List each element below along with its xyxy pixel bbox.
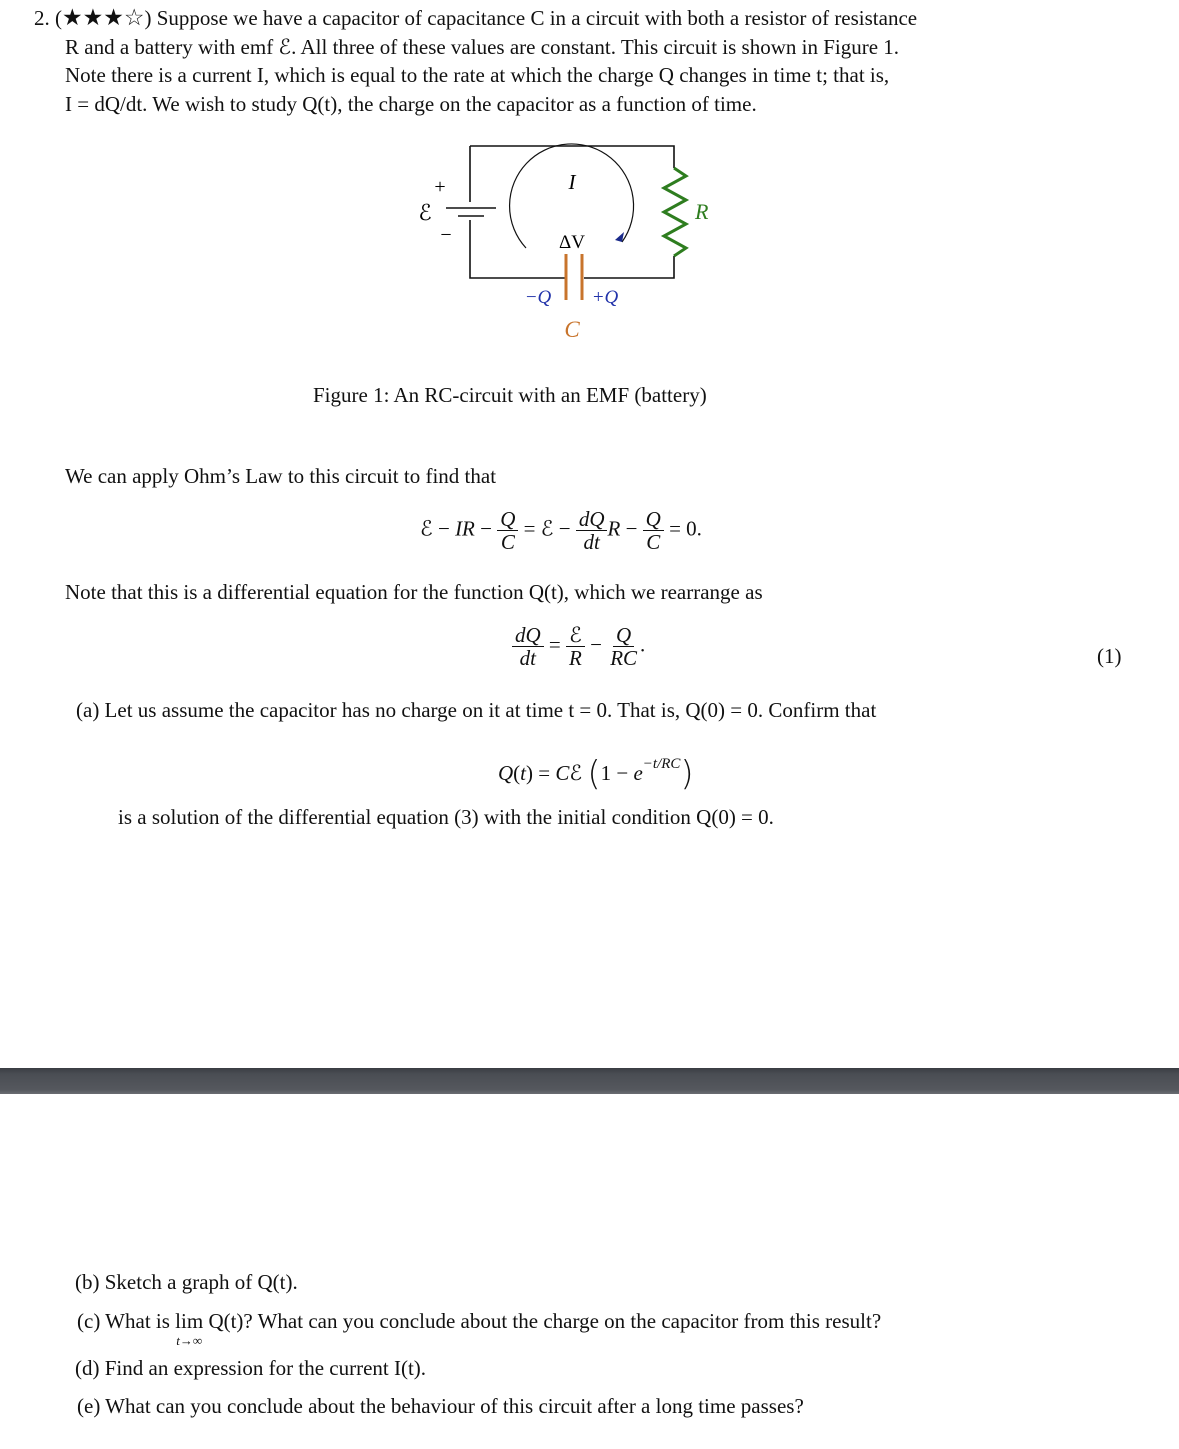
difficulty-stars: ★★★☆ bbox=[62, 5, 145, 31]
part-c bbox=[77, 1307, 881, 1347]
part-c-label: (c) What is bbox=[77, 1309, 170, 1333]
emf-label: ℰ bbox=[418, 200, 432, 225]
part-b: (b) Sketch a graph of Q(t). bbox=[75, 1270, 298, 1294]
intro-line-3: Note there is a current I, which is equal to the rate at which the charge Q changes in time t; that is, bbox=[65, 63, 890, 87]
page-divider bbox=[0, 1068, 1179, 1094]
ohm-intro: We can apply Ohm’s Law to this circuit to find that bbox=[65, 464, 497, 488]
part-a-line2: is a solution of the differential equation (3) with the initial condition Q(0) = 0. bbox=[118, 805, 774, 829]
part-d: (d) Find an expression for the current I(t). bbox=[75, 1356, 427, 1380]
equation-1: $\frac{dQ}{dt}$ = $\frac{\text{ℰ}}{R}$ − $\frac{Q}{RC}$ . bbox=[512, 624, 645, 669]
rc-circuit-diagram bbox=[400, 130, 760, 350]
resistor-label: R bbox=[695, 199, 709, 224]
circuit-wire bbox=[470, 146, 674, 278]
intro-line-1: Suppose we have a capacitor of capacitance C in a circuit with both a resistor of resistance bbox=[156, 6, 918, 30]
part-a-solution: Q(t) = Cℰ $(1 - e^{-t/RC})$ bbox=[498, 754, 694, 794]
ohm-equation: ℰ − IR − $\frac{Q}{C}$ = ℰ − $\frac{dQ}{dt}$ R − $\frac{Q}{C}$ = 0. bbox=[420, 507, 702, 554]
charge-neg-label: −Q bbox=[524, 287, 552, 308]
intro-line-4: I = dQ/dt. We wish to study Q(t), the charge on the capacitor as a function of time. bbox=[65, 92, 757, 116]
problem-number: 2. bbox=[34, 6, 50, 30]
resistor-zigzag bbox=[664, 168, 686, 256]
current-label: I bbox=[568, 170, 576, 194]
figure-caption: Figure 1: An RC-circuit with an EMF (battery) bbox=[313, 383, 707, 407]
part-e: (e) What can you conclude about the behaviour of this circuit after a long time passes? bbox=[77, 1394, 804, 1418]
equation-1-number: (1) bbox=[1097, 644, 1122, 668]
lim-word: lim bbox=[175, 1309, 204, 1333]
solution-exponent: −t/RC bbox=[642, 756, 681, 772]
note-de: Note that this is a differential equation for the function Q(t), which we rearrange as bbox=[65, 580, 763, 604]
charge-pos-label: +Q bbox=[591, 287, 619, 308]
problem-header: 2. (★★★☆) Suppose we have a capacitor of capacitance C in a circuit with both a resistor of resistance bbox=[34, 5, 918, 31]
voltage-label: ΔV bbox=[559, 232, 585, 253]
battery-minus-label: − bbox=[440, 224, 452, 246]
battery-plus-label: + bbox=[434, 176, 446, 198]
intro-line-2: R and a battery with emf ℰ. All three of these values are constant. This circuit is shown in Figure 1. bbox=[65, 35, 900, 59]
capacitor-label: C bbox=[564, 317, 580, 342]
lim-subscript: t→∞ bbox=[176, 1333, 203, 1348]
part-a-line1: (a) Let us assume the capacitor has no charge on it at time t = 0. That is, Q(0) = 0. Confirm that bbox=[76, 698, 877, 722]
part-c-rest: Q(t)? What can you conclude about the charge on the capacitor from this result? bbox=[208, 1309, 882, 1333]
